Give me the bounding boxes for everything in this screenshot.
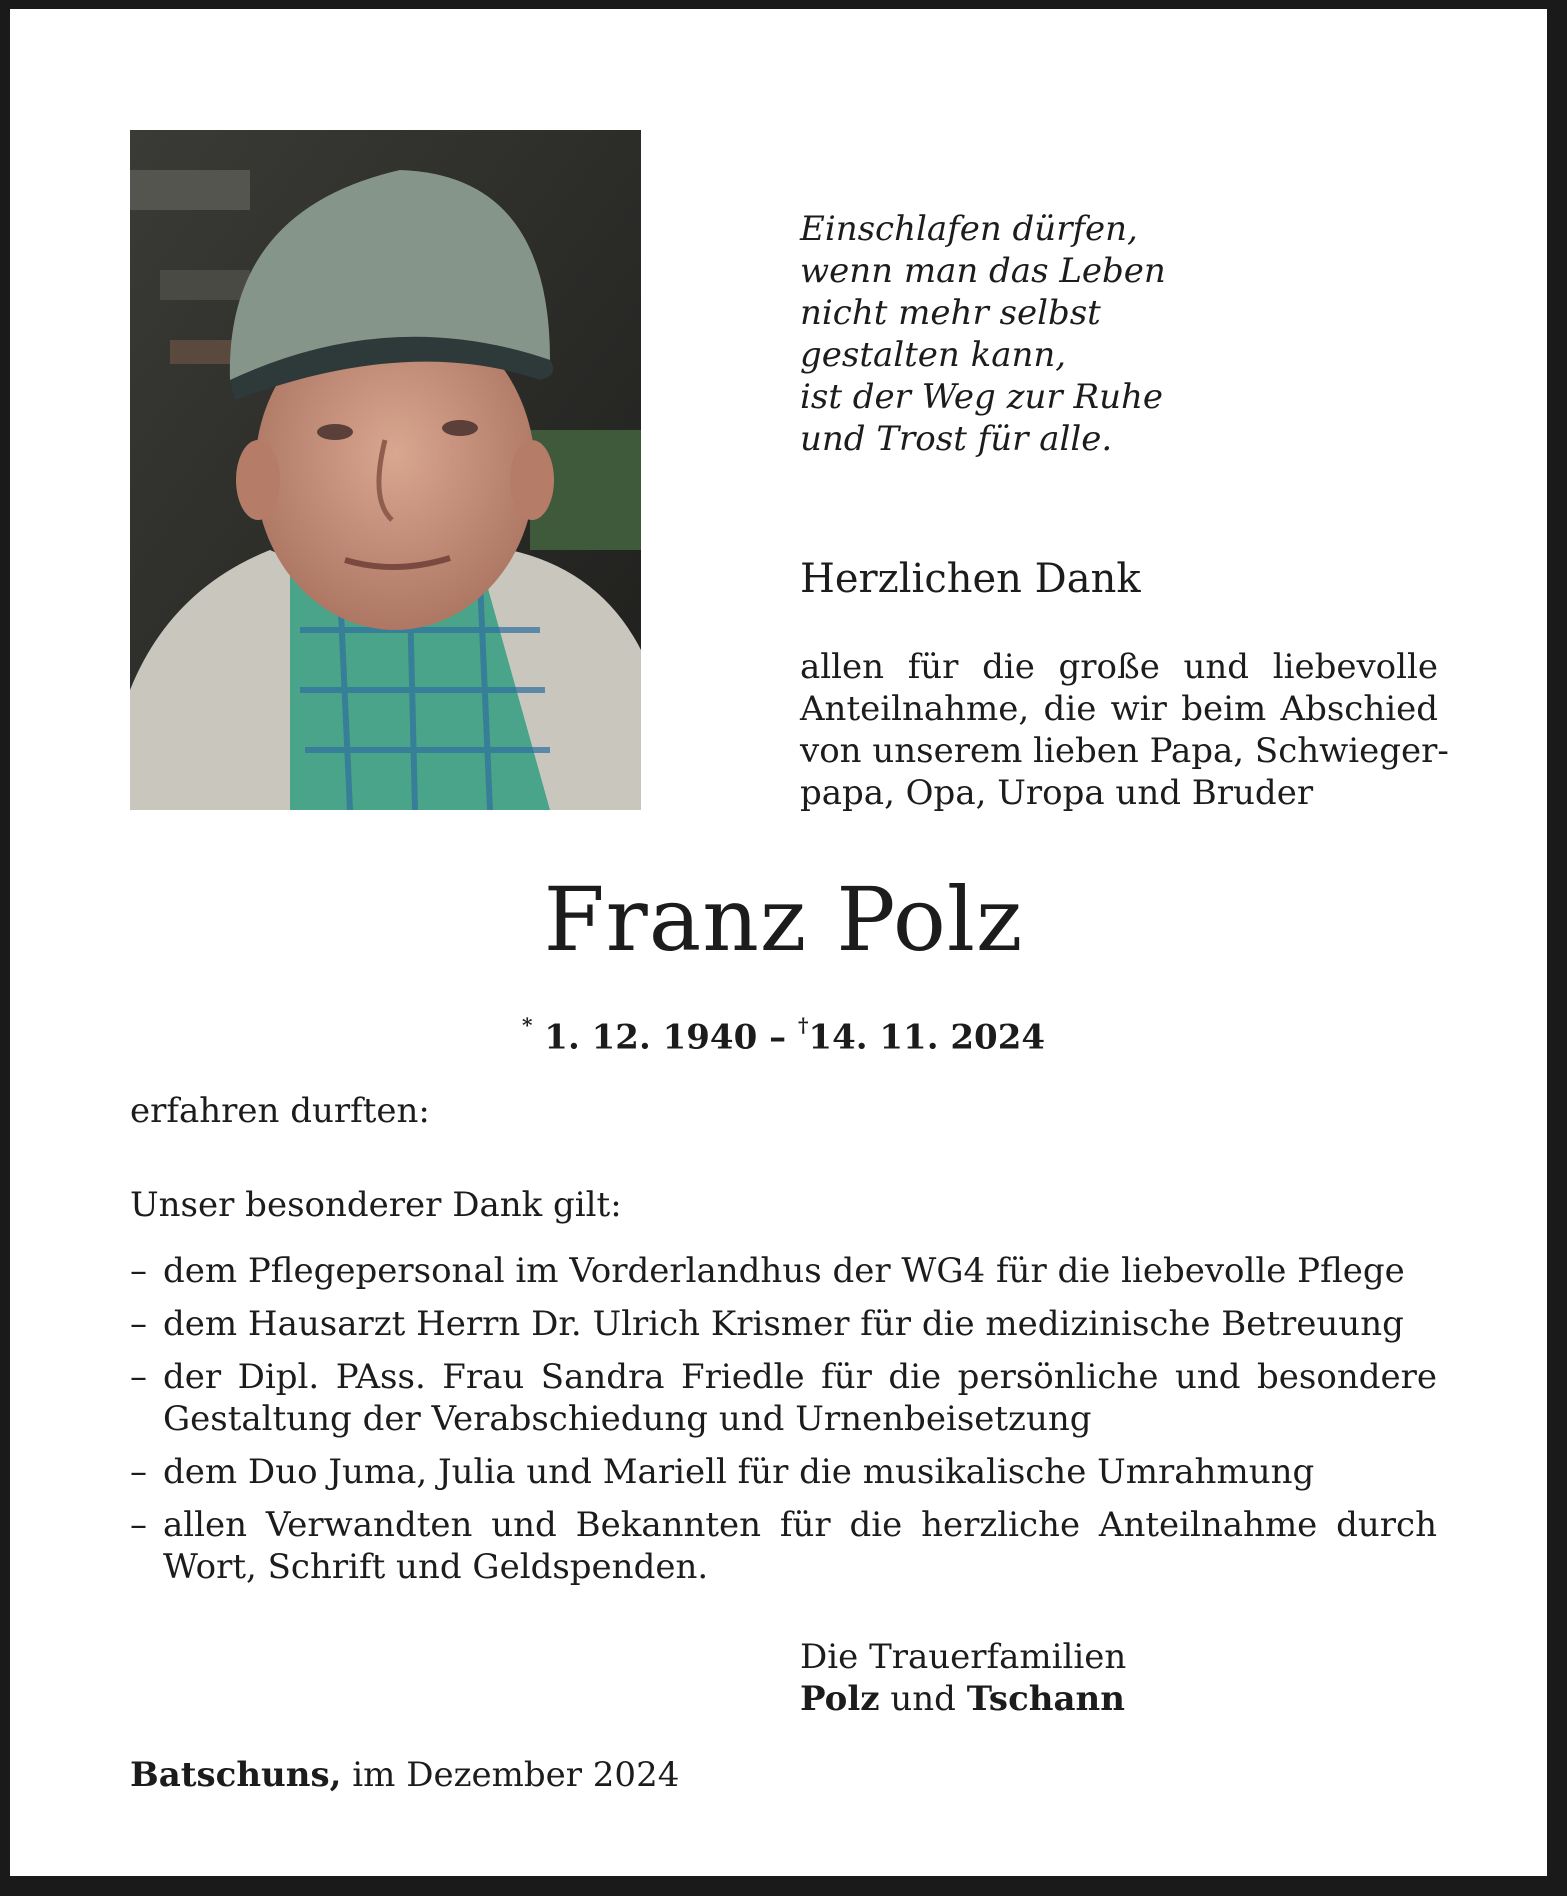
list-dash: – xyxy=(130,1304,147,1344)
portrait-photo xyxy=(130,130,641,810)
death-symbol: † xyxy=(797,1013,809,1037)
family-connector: und xyxy=(890,1679,956,1719)
birth-symbol: * xyxy=(521,1013,533,1037)
intro-line: papa, Opa, Uropa und Bruder xyxy=(800,773,1314,813)
special-thanks-heading: Unser besonderer Dank gilt: xyxy=(130,1185,622,1225)
poem-line: wenn man das Leben xyxy=(800,251,1166,291)
place-town: Batschuns, xyxy=(130,1755,342,1795)
intro-line: Anteilnahme, die wir beim Abschied xyxy=(800,689,1438,729)
list-item-line: Wort, Schrift und Geldspenden. xyxy=(163,1547,709,1587)
list-item xyxy=(130,1303,1437,1345)
list-item xyxy=(130,1356,1437,1440)
thanks-list xyxy=(130,1250,1437,1588)
list-item xyxy=(130,1504,1437,1588)
continuation-text: erfahren durften: xyxy=(130,1091,430,1131)
list-item-line: der Dipl. PAss. Frau Sandra Friedle für die persönliche und besondere xyxy=(163,1357,1437,1397)
poem xyxy=(800,208,1400,460)
intro-line: von unserem lieben Papa, Schwieger- xyxy=(800,731,1449,771)
poem-line: und Trost für alle. xyxy=(800,419,1113,459)
family-name: Polz xyxy=(800,1679,880,1719)
death-date: 14. 11. 2024 xyxy=(808,1017,1046,1058)
signature xyxy=(800,1636,1126,1720)
birth-date: 1. 12. 1940 xyxy=(544,1017,758,1058)
poem-line: ist der Weg zur Ruhe xyxy=(800,377,1163,417)
signature-families xyxy=(800,1678,1126,1720)
intro-line: allen für die große und liebevolle xyxy=(800,647,1438,687)
list-dash: – xyxy=(130,1251,147,1291)
list-item-line: dem Pflegepersonal im Vorderlandhus der WG4 für die liebevolle Pflege xyxy=(163,1251,1405,1291)
place-date: im Dezember 2024 xyxy=(352,1755,680,1795)
life-dates xyxy=(0,1006,1567,1060)
list-item-line: dem Hausarzt Herrn Dr. Ulrich Krismer für die medizinische Betreuung xyxy=(163,1304,1404,1344)
list-dash: – xyxy=(130,1505,147,1545)
poem-line: nicht mehr selbst xyxy=(800,293,1101,333)
list-item xyxy=(130,1451,1437,1493)
place-and-date xyxy=(130,1754,679,1796)
poem-line: Einschlafen dürfen, xyxy=(800,209,1138,249)
deceased-name: Franz Polz xyxy=(543,868,1024,971)
list-item xyxy=(130,1250,1437,1292)
poem-line: gestalten kann, xyxy=(800,335,1067,375)
list-item-line: allen Verwandten und Bekannten für die herzliche Anteilnahme durch xyxy=(163,1505,1437,1545)
family-name: Tschann xyxy=(966,1679,1125,1719)
list-item-line: dem Duo Juma, Julia und Mariell für die musikalische Umrahmung xyxy=(163,1452,1315,1492)
thanks-heading: Herzlichen Dank xyxy=(800,556,1141,602)
date-separator: – xyxy=(769,1017,787,1058)
list-item-line: Gestaltung der Verabschiedung und Urnenbeisetzung xyxy=(163,1399,1092,1439)
list-dash: – xyxy=(130,1452,147,1492)
intro-text xyxy=(800,646,1449,814)
list-dash: – xyxy=(130,1357,147,1397)
signature-line: Die Trauerfamilien xyxy=(800,1637,1127,1677)
